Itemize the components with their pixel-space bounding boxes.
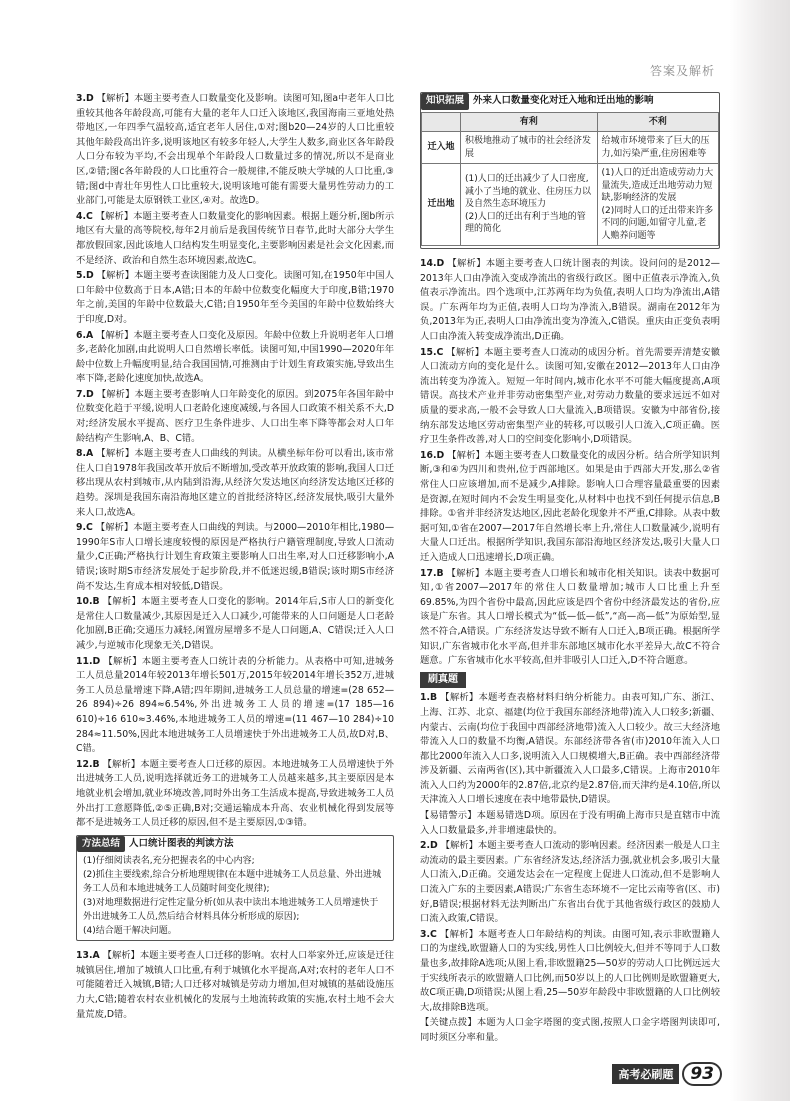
answer-number: 13.A — [76, 950, 100, 962]
answer-text: 【解析】本题主要考查人口数量变化的成因分析。结合所学知识判断,③和④为四川和贵州,位于西部地区。如果是由于西部大开发,那么②省常住人口应该增加,而不是减少,A排除。影响人口合理容量最重要的因素是资源,在短时间内不会发生明显变化,从材料中也找不到任何提示信息,B排除。①省并非经济发达地区,因此老龄化现象并不严重,C排除。从表中数据可知,①省在2007—2017年自然增长率上升,常住人口数量减少,说明有大量人口迁出。根据所学知识,我国东部沿海地区经济发达,吸引大量人口迁入造成人口迅速增长,D项正确。 — [420, 449, 720, 563]
section-heading: 刷真题 — [420, 672, 466, 689]
method-summary-box — [76, 835, 394, 942]
answer-item — [76, 92, 394, 209]
right-column — [420, 92, 720, 1047]
answer-item — [76, 758, 394, 831]
answer-text: 【解析】本题考查人口年龄结构的判读。由图可知,表示非欧盟籍人口的为虚线,欧盟籍人口的为实线,男性人口比例较大,但并不等同于人口数量也多,故排除A选项;从图上看,非欧盟籍25—50岁的劳动人口比例远远大于实线所表示的欧盟籍人口比例,而50岁以上的人口比例则是欧盟籍更大,故C项正确,D项错误;从图上看,25—50岁年龄段中非欧盟籍的人口比例较大,故排除B选项。 — [420, 928, 720, 1013]
answer-item — [76, 329, 394, 387]
table-header-unfav: 不利 — [597, 112, 719, 132]
answer-item — [76, 521, 394, 594]
answer-item — [420, 928, 720, 1016]
page-number: 93 — [682, 1062, 722, 1086]
answer-text: 【解析】本题主要考查人口变化的影响。2014年后,S市人口的新变化是常住人口数量减少,其原因是迁入人口减少,可能带来的人口问题是人口老龄化加剧,B正确;交通压力减轻,闲置房屋增多不是人口问题,A、C错误;迁入人口减少,与逆城市化现象无关,D错误。 — [76, 596, 394, 651]
map-background — [730, 0, 790, 1101]
answer-item — [420, 1016, 720, 1045]
answer-text: 【解析】本题主要考查影响人口年龄变化的原因。到2075年各国年龄中位数变化趋于平缓,说明人口老龄化速度减缓,与各国人口政策不相关系不大,D对;经济发展水平提高、医疗卫生条件进步、人口出生率下降等都会对人口年龄结构产生影响,A、B、C错。 — [76, 388, 394, 444]
table-cell: (1)人口的迁出减少了人口密度,减小了当地的就业、住房压力以及自然生态环境压力 (2)人口的迁出有利于当地的管理的简化 — [461, 164, 598, 246]
answer-item — [420, 449, 720, 566]
answer-text: 【解析】本题主要考查人口流动的影响因素。经济因素一般是人口主动流动的最主要因素。广东省经济发达,经济活力强,就业机会多,吸引大量人口流入,D正确。交通发达会在一定程度上促进人口流动,但不是影响人口流入广东的主要因素,A错误;广东省生态环境不一定比云南等省(区、市)好,B错误;根据材料无法判断出广东省出台优于其他省级行政区的鼓励人口流入政策,C错误。 — [420, 840, 720, 925]
table-cell: 给城市环境带来了巨大的压力,如污染严重,住房困难等 — [597, 132, 719, 164]
answer-item — [76, 949, 394, 1022]
answer-text: 【解析】本题主要考查人口数量变化及影响。读图可知,图a中老年人口比重较其他各年龄段高,可能有大量的老年人口迁入该地区,我国海南三亚地处热带地区,一年四季气温较高,适宜老年人居住,①对;图b20—24岁的人口比重较其他年龄段高出许多,说明该地区有较多年轻人,大学生人数多,商业区各年龄段人口分布较为平均,不会出现单个年龄段人口数量过多的情况,所以不是商业区,②错;图c各年龄段的人口比重符合一般规律,不能反映大学城的人口比重,③错;图d中青壮年男性人口比重较大,说明该地可能有需要大量男性劳动力的工业部门,可能是太原钢铁工业区,④对。故选D。 — [76, 93, 394, 207]
answer-item — [420, 346, 720, 448]
table-cell: (1)人口的迁出造成劳动力大量流失,造成迁出地劳动力短缺,影响经济的发展 (2)同时人口的迁出带来许多不同的问题,如留守儿童,老人赡养问题等 — [597, 164, 719, 246]
answer-number: 9.C — [76, 522, 93, 534]
table-header-fav: 有利 — [461, 112, 598, 132]
answer-number: 14.D — [420, 258, 445, 270]
answer-number: 15.C — [420, 346, 444, 358]
answer-text: 【解析】本题考查表格材料归纳分析能力。由表可知,广东、浙江、上海、江苏、北京、福建(均位于我国东部经济地带)流入人口较多;新疆、内蒙古、云南(均位于我国中西部经济地带)流入人口较少。故三大经济地带流入人口的数量不均衡,A错误。东部经济带各省(市)2010年流入人口都比2000年流入人口多,说明流入人口规模增大,B正确。表中西部经济带涉及新疆、云南两省(区),其中新疆流入人口最多,C错误。上海市2010年流入人口约为2000年的2.87倍,北京约是2.87倍,而天津约是4.10倍,所以天津流入人口增长速度在表中地带最快,D错误。 — [420, 692, 720, 806]
answer-number: 3.C — [420, 928, 437, 940]
answer-text: 【解析】本题主要考查人口曲线的判读。与2000—2010年相比,1980—1990年S市人口增长速度较慢的原因是严格执行户籍管理制度,导致人口流动量少,C正确;严格执行计划生育政策主要影响人口出生率,对人口迁移影响小,A错误;该时期S市经济发展处于起步阶段,并不低迷迟缓,B错误;该时期S市经济尚不发达,生育成本相对较低,D错误。 — [76, 522, 394, 592]
table-corner — [422, 112, 461, 132]
answer-number: 8.A — [76, 448, 94, 460]
answer-text: 【解析】本题主要考查人口迁移的影响。农村人口举家外迁,应该是迁往城镇居住,增加了城镇人口比重,有利于城镇化水平提高,A对;农村的老年人口不可能随着迁入城镇,B错;人口迁移对城镇是劳动力增加,但对城镇的基础设施压力大,C错;随着农村农业机械化的发展与土地流转政策的实施,农村土地不会大量荒废,D错。 — [76, 950, 394, 1020]
answer-text: 【解析】本题主要考查人口统计图表的判读。设问问的是2012—2013年人口由净流入变成净流出的省级行政区。图中正值表示净流入,负值表示净流出。四个选项中,江苏两年均为负值,表明人口均为净流出,A错误。广东两年均为正值,表明人口均为净流入,B错误。湖南在2012年为负,2013年为正,表明人口由净流出变为净流入,C错误。重庆由正变负表明人口由净流入转变成净流出,D正确。 — [420, 258, 720, 343]
answer-item — [420, 809, 720, 838]
answer-number: 6.A — [76, 329, 94, 341]
answer-text: 【解析】本题主要考查人口数量变化的影响因素。根据上题分析,图b所示地区有大量的高等院校,每年2月前后是我国传统节日春节,此时大部分大学生都放假回家,因此该地人口结构发生明显变化,主要影响因素是社会文化因素,而不是经济、政治和自然生态环境因素,故选C。 — [76, 210, 394, 266]
table-row-header: 迁出地 — [422, 164, 461, 246]
answer-item — [76, 447, 394, 520]
answer-number: 3.D — [76, 93, 94, 104]
knowledge-extension-label: 知识拓展 — [421, 93, 469, 110]
answer-number: 16.D — [420, 449, 445, 461]
answer-number: 10.B — [76, 596, 100, 608]
footer-label: 高考必刷题 — [612, 1064, 679, 1084]
answer-text: 【解析】本题主要考查人口流动的成因分析。首先需要弄清楚安徽人口流动方向的变化是什么。读图可知,安徽在2012—2013年人口由净流出转变为净流入。短短一年时间内,城市化水平不可能大幅度提高,A项错误。高技术产业并非劳动密集型产业,对劳动力数量的要求远远不如对质量的要求高,一般不会导致人口大量流入,B项错误。安徽为中部省份,接纳东部发达地区劳动密集型产业的转移,可以吸引人口流入,C项正确。医疗卫生条件改善,对人口的空间变化影响小,D项错误。 — [420, 346, 720, 446]
answer-text: 【解析】本题主要考查读图能力及人口变化。读图可知,在1950年中国人口年龄中位数高于日本,A错;日本的年龄中位数变化幅度大于印度,B错;1970年之前,美国的年龄中位数最大,C错;自1950年至今美国的年龄中位数始终大于印度,D对。 — [76, 270, 394, 325]
method-line: (4)结合题干解决问题。 — [83, 926, 177, 937]
answer-item — [420, 839, 720, 927]
method-line: (1)仔细阅读表名,充分把握表名的中心内容; — [83, 856, 255, 867]
table-row-header: 迁入地 — [422, 132, 461, 164]
method-line: (2)抓住主要线索,综合分析地理规律(在本题中进城务工人员总量、外出进城务工人员和本地进城务工人员随时间变化规律); — [83, 870, 382, 895]
answer-item — [76, 595, 394, 653]
method-summary-label: 方法总结 — [77, 836, 125, 853]
migration-impact-table — [421, 112, 719, 247]
answer-item — [420, 691, 720, 808]
answer-number: 7.D — [76, 388, 94, 400]
answer-text: 【易错警示】本题易错选D项。原因在于没有明确上海市只是直辖市中流入人口数量最多,并非增速最快的。 — [420, 810, 720, 836]
answer-text: 【解析】本题主要考查人口变化及原因。年龄中位数上升说明老年人口增多,老龄化加剧,由此说明人口自然增长率低。读图可知,中国1990—2020年年龄中位数上升幅度明显,结合我国国情,可推测由于计划生育政策实施,导致出生率下降,老龄化速度加快,故选A。 — [76, 329, 394, 385]
answer-item — [420, 567, 720, 669]
method-line: (3)对地理数据进行定性定量分析(如从表中读出本地进城务工人员增速快于外出进城务工人员,然后结合材料具体分析形成的原因); — [83, 898, 379, 923]
answer-text: 【解析】本题主要考查人口增长和城市化相关知识。读表中数据可知,①省2007—2017年的常住人口数量增加;城市人口比重上升至69.85%,为四个省份中最高,因此应该是四个省份中经济最发达的省份,应该是广东省。其人口增长模式为“低—低—低”,“高—高—低”为原始型,显然不符合,A错误。广东经济发达导致不断有人口迁入,B项正确。根据所学知识,广东省城市化水平高,但并非东部地区城市化水平差异大,故C不符合题意。广东省城市化水平较高,但并非吸引人口迁入,D不符合题意。 — [420, 567, 720, 667]
answer-number: 1.B — [420, 692, 438, 704]
page-footer — [612, 1062, 722, 1086]
answer-item — [76, 210, 394, 268]
answer-item — [76, 388, 394, 446]
answer-item — [76, 269, 394, 327]
left-column — [76, 92, 394, 1023]
table-cell: 积极地推动了城市的社会经济发展 — [461, 132, 598, 164]
answer-item — [76, 655, 394, 757]
answer-item — [420, 257, 720, 345]
answer-number: 17.B — [420, 567, 444, 579]
answer-text: 【关键点拨】本题为人口金字塔图的变式图,按照人口金字塔图判读即可,同时须区分率和量。 — [420, 1017, 720, 1043]
answer-number: 12.B — [76, 758, 100, 770]
answer-number: 2.D — [420, 840, 438, 852]
answer-number: 5.D — [76, 270, 94, 282]
method-summary-title: 人口统计图表的判读方法 — [129, 837, 234, 849]
answer-number: 11.D — [76, 655, 101, 667]
knowledge-extension-box — [420, 92, 720, 249]
page-header: 答案及解析 — [649, 64, 715, 78]
answer-text: 【解析】本题主要考查人口统计表的分析能力。从表格中可知,进城务工人员总量2014年较2013年增长501万,2015年较2014年增长352万,进城务工人员总量增速下降,A错;四年期间,进城务工人员总量的增速=(28 652—26 894)÷26 894≈6.54%,外出进城务工人员的增速=(17 185—16 610)÷16 610≈3.46%,本地进城务工人员的增速=(11 467—10 284)÷10 284≈11.50%,因此本地进城务工人员增速快于外出进城务工人员,故D对,B、C错。 — [76, 655, 394, 755]
knowledge-extension-title: 外来人口数量变化对迁入地和迁出地的影响 — [473, 95, 654, 106]
answer-text: 【解析】本题主要考查人口曲线的判读。从横坐标年份可以看出,该市常住人口自1978年我国改革开放后不断增加,受改革开放政策的影响,我国人口迁移出现从农村到城市,从内陆到沿海,从经济欠发达地区向经济发达地区迁移的趋势。深圳是我国东南沿海地区建立的首批经济特区,经济发展快,吸引大量外来人口,故选A。 — [76, 448, 394, 518]
answer-number: 4.C — [76, 210, 93, 222]
answer-text: 【解析】本题主要考查人口迁移的原因。本地进城务工人员增速快于外出进城务工人员,说明选择就近务工的进城务工人员越来越多,其主要原因是本地就业机会增加,就业环境改善,同时外出务工生活成本提高,导致进城务工人员外出打工意愿降低,②⑤正确,B对;交通运输成本升高、农业机械化得到发展等都不是进城务工人员迁移的原因,但不是主要原因,①③错。 — [76, 758, 394, 829]
